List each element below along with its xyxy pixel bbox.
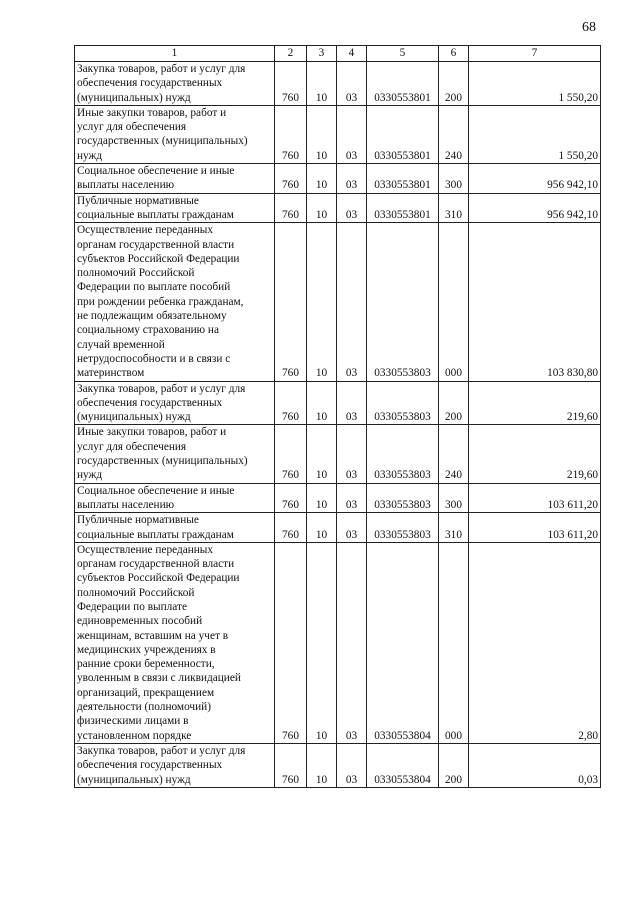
page-number: 68 bbox=[582, 20, 596, 35]
row-name-line: (муниципальных) нужд bbox=[77, 411, 191, 424]
section-cell: 10 bbox=[307, 223, 337, 381]
amount-cell: 219,60 bbox=[469, 425, 601, 483]
row-name-line: органам государственной власти bbox=[77, 558, 235, 571]
row-name-cell bbox=[75, 193, 275, 223]
expense-type-cell: 240 bbox=[439, 425, 469, 483]
row-name-line: материнством bbox=[77, 367, 145, 380]
header-col-3: 3 bbox=[307, 46, 337, 62]
gov-code-cell: 760 bbox=[275, 193, 307, 223]
row-name-line: субъектов Российской Федерации bbox=[77, 572, 240, 585]
row-name-line: нужд bbox=[77, 469, 103, 482]
table-row bbox=[75, 381, 601, 425]
row-name-line: полномочий Российской bbox=[77, 586, 195, 599]
section-cell: 10 bbox=[307, 381, 337, 425]
amount-cell: 2,80 bbox=[469, 542, 601, 743]
row-name-line: государственных (муниципальных) bbox=[77, 135, 248, 148]
subsection-cell: 03 bbox=[337, 743, 367, 787]
row-name-cell bbox=[75, 542, 275, 743]
section-cell: 10 bbox=[307, 62, 337, 106]
row-name-line: случай временной bbox=[77, 338, 165, 351]
table-row bbox=[75, 483, 601, 513]
row-name-cell bbox=[75, 105, 275, 163]
amount-cell: 1 550,20 bbox=[469, 62, 601, 106]
row-name-line: Закупка товаров, работ и услуг для bbox=[77, 382, 246, 395]
section-cell: 10 bbox=[307, 513, 337, 543]
row-name-line: Осуществление переданных bbox=[77, 224, 214, 237]
gov-code-cell: 760 bbox=[275, 513, 307, 543]
gov-code-cell: 760 bbox=[275, 542, 307, 743]
expense-type-cell: 300 bbox=[439, 164, 469, 194]
table-row bbox=[75, 105, 601, 163]
amount-cell: 956 942,10 bbox=[469, 164, 601, 194]
row-name-line: нужд bbox=[77, 149, 103, 162]
table-row bbox=[75, 743, 601, 787]
target-article-cell: 0330553801 bbox=[367, 105, 439, 163]
row-name-line: Иные закупки товаров, работ и bbox=[77, 426, 227, 439]
row-name-line: услуг для обеспечения bbox=[77, 121, 187, 134]
row-name-line: медицинских учреждениях в bbox=[77, 643, 216, 656]
gov-code-cell: 760 bbox=[275, 105, 307, 163]
gov-code-cell: 760 bbox=[275, 483, 307, 513]
section-cell: 10 bbox=[307, 425, 337, 483]
target-article-cell: 0330553801 bbox=[367, 62, 439, 106]
table-body bbox=[75, 62, 601, 788]
row-name-line: Федерации по выплате bbox=[77, 600, 187, 613]
row-name-line: выплаты населению bbox=[77, 498, 175, 511]
subsection-cell: 03 bbox=[337, 381, 367, 425]
row-name-line: ранние сроки беременности, bbox=[77, 658, 215, 671]
section-cell: 10 bbox=[307, 743, 337, 787]
row-name-line: деятельности (полномочий) bbox=[77, 701, 211, 714]
gov-code-cell: 760 bbox=[275, 223, 307, 381]
row-name-line: Социальное обеспечение и иные bbox=[77, 165, 235, 178]
row-name-cell bbox=[75, 164, 275, 194]
header-col-4: 4 bbox=[337, 46, 367, 62]
row-name-line: Осуществление переданных bbox=[77, 543, 214, 556]
gov-code-cell: 760 bbox=[275, 164, 307, 194]
target-article-cell: 0330553801 bbox=[367, 164, 439, 194]
section-cell: 10 bbox=[307, 193, 337, 223]
gov-code-cell: 760 bbox=[275, 62, 307, 106]
row-name-line: субъектов Российской Федерации bbox=[77, 252, 240, 265]
target-article-cell: 0330553803 bbox=[367, 513, 439, 543]
target-article-cell: 0330553803 bbox=[367, 223, 439, 381]
target-article-cell: 0330553803 bbox=[367, 483, 439, 513]
row-name-line: Публичные нормативные bbox=[77, 194, 199, 207]
row-name-line: обеспечения государственных bbox=[77, 759, 223, 772]
header-row bbox=[75, 46, 601, 62]
amount-cell: 1 550,20 bbox=[469, 105, 601, 163]
subsection-cell: 03 bbox=[337, 483, 367, 513]
target-article-cell: 0330553804 bbox=[367, 542, 439, 743]
header-col-2: 2 bbox=[275, 46, 307, 62]
target-article-cell: 0330553803 bbox=[367, 381, 439, 425]
subsection-cell: 03 bbox=[337, 513, 367, 543]
gov-code-cell: 760 bbox=[275, 425, 307, 483]
row-name-line: полномочий Российской bbox=[77, 267, 195, 280]
amount-cell: 0,03 bbox=[469, 743, 601, 787]
row-name-cell bbox=[75, 425, 275, 483]
row-name-cell bbox=[75, 743, 275, 787]
section-cell: 10 bbox=[307, 483, 337, 513]
table-row bbox=[75, 513, 601, 543]
expense-type-cell: 200 bbox=[439, 62, 469, 106]
table-row bbox=[75, 193, 601, 223]
subsection-cell: 03 bbox=[337, 542, 367, 743]
row-name-line: физическими лицами в bbox=[77, 715, 189, 728]
row-name-line: Публичные нормативные bbox=[77, 514, 199, 527]
amount-cell: 103 611,20 bbox=[469, 483, 601, 513]
row-name-line: обеспечения государственных bbox=[77, 77, 223, 90]
header-col-6: 6 bbox=[439, 46, 469, 62]
target-article-cell: 0330553803 bbox=[367, 425, 439, 483]
table-row bbox=[75, 542, 601, 743]
expense-type-cell: 310 bbox=[439, 193, 469, 223]
gov-code-cell: 760 bbox=[275, 743, 307, 787]
header-col-5: 5 bbox=[367, 46, 439, 62]
header-col-1: 1 bbox=[75, 46, 275, 62]
row-name-line: социальные выплаты гражданам bbox=[77, 208, 234, 221]
row-name-line: женщинам, вставшим на учет в bbox=[77, 629, 229, 642]
amount-cell: 103 611,20 bbox=[469, 513, 601, 543]
row-name-line: (муниципальных) нужд bbox=[77, 91, 191, 104]
subsection-cell: 03 bbox=[337, 223, 367, 381]
row-name-line: Иные закупки товаров, работ и bbox=[77, 106, 227, 119]
row-name-line: организаций, прекращением bbox=[77, 686, 215, 699]
subsection-cell: 03 bbox=[337, 62, 367, 106]
budget-table bbox=[74, 45, 601, 788]
table-row bbox=[75, 62, 601, 106]
row-name-line: установленном порядке bbox=[77, 729, 192, 742]
row-name-line: Закупка товаров, работ и услуг для bbox=[77, 744, 246, 757]
row-name-line: социальные выплаты гражданам bbox=[77, 528, 234, 541]
row-name-cell bbox=[75, 223, 275, 381]
table-row bbox=[75, 223, 601, 381]
header-col-7: 7 bbox=[469, 46, 601, 62]
amount-cell: 956 942,10 bbox=[469, 193, 601, 223]
row-name-line: нетрудоспособности и в связи с bbox=[77, 352, 231, 365]
expense-type-cell: 300 bbox=[439, 483, 469, 513]
section-cell: 10 bbox=[307, 105, 337, 163]
row-name-cell bbox=[75, 62, 275, 106]
row-name-line: Федерации по выплате пособий bbox=[77, 281, 231, 294]
subsection-cell: 03 bbox=[337, 193, 367, 223]
section-cell: 10 bbox=[307, 164, 337, 194]
row-name-line: обеспечения государственных bbox=[77, 396, 223, 409]
subsection-cell: 03 bbox=[337, 164, 367, 194]
target-article-cell: 0330553801 bbox=[367, 193, 439, 223]
subsection-cell: 03 bbox=[337, 105, 367, 163]
section-cell: 10 bbox=[307, 542, 337, 743]
row-name-line: услуг для обеспечения bbox=[77, 440, 187, 453]
expense-type-cell: 310 bbox=[439, 513, 469, 543]
expense-type-cell: 000 bbox=[439, 542, 469, 743]
amount-cell: 103 830,80 bbox=[469, 223, 601, 381]
expense-type-cell: 000 bbox=[439, 223, 469, 381]
table-row bbox=[75, 425, 601, 483]
expense-type-cell: 200 bbox=[439, 381, 469, 425]
row-name-line: Закупка товаров, работ и услуг для bbox=[77, 63, 246, 75]
target-article-cell: 0330553804 bbox=[367, 743, 439, 787]
row-name-line: Социальное обеспечение и иные bbox=[77, 484, 235, 497]
row-name-line: государственных (муниципальных) bbox=[77, 455, 248, 468]
row-name-line: органам государственной власти bbox=[77, 238, 235, 251]
table-row bbox=[75, 164, 601, 194]
gov-code-cell: 760 bbox=[275, 381, 307, 425]
row-name-cell bbox=[75, 483, 275, 513]
subsection-cell: 03 bbox=[337, 425, 367, 483]
row-name-line: единовременных пособий bbox=[77, 615, 203, 628]
expense-type-cell: 240 bbox=[439, 105, 469, 163]
row-name-line: выплаты населению bbox=[77, 179, 175, 192]
row-name-line: (муниципальных) нужд bbox=[77, 773, 191, 786]
row-name-line: не подлежащим обязательному bbox=[77, 310, 227, 323]
amount-cell: 219,60 bbox=[469, 381, 601, 425]
expense-type-cell: 200 bbox=[439, 743, 469, 787]
row-name-cell bbox=[75, 381, 275, 425]
row-name-line: уволенным в связи с ликвидацией bbox=[77, 672, 241, 685]
row-name-line: при рождении ребенка гражданам, bbox=[77, 295, 244, 308]
row-name-line: социальному страхованию на bbox=[77, 324, 219, 337]
row-name-cell bbox=[75, 513, 275, 543]
